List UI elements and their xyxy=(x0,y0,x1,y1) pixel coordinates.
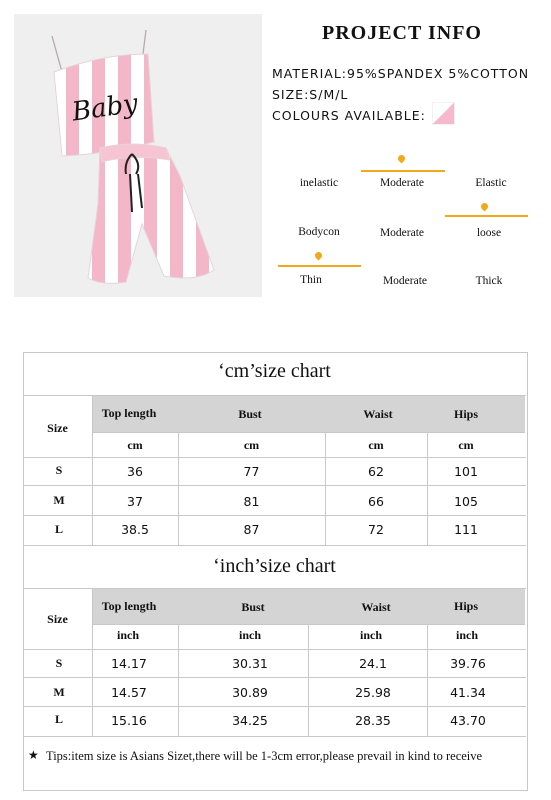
size-label: M xyxy=(53,493,65,507)
colours-label: COLOURS AVAILABLE: xyxy=(272,108,426,123)
inch-col-hips: Hips xyxy=(453,599,478,613)
scale-left-label: Bodycon xyxy=(298,226,340,238)
cm-size-header: Size xyxy=(47,421,68,435)
table-cell: 30.89 xyxy=(232,685,268,700)
scale-middle-label: Moderate xyxy=(382,275,428,287)
table-cell: 39.76 xyxy=(450,656,486,671)
material-text: MATERIAL:95%SPANDEX 5%COTTON xyxy=(272,66,530,81)
selected-marker-icon xyxy=(481,203,488,210)
cm-unit: cm xyxy=(368,438,384,452)
tip-text: Tips:item size is Asians Sizet,there will be 1-3cm error,please prevail in kind to receive xyxy=(46,749,483,763)
scale-right-label: loose xyxy=(476,227,502,239)
table-cell: 41.34 xyxy=(450,685,486,700)
table-cell: 24.1 xyxy=(359,656,387,671)
table-cell: 37 xyxy=(127,494,143,509)
table-cell: 28.35 xyxy=(355,713,391,728)
product-image xyxy=(14,14,262,297)
table-cell: 105 xyxy=(454,494,478,509)
scale-left-label: Thin xyxy=(300,274,322,286)
scale-middle-label: Moderate xyxy=(379,227,425,239)
size-text: SIZE:S/M/L xyxy=(272,87,349,102)
table-cell: 43.70 xyxy=(450,713,486,728)
colour-swatch-pink-white xyxy=(432,102,455,125)
table-cell: 14.17 xyxy=(111,656,147,671)
size-label: L xyxy=(54,522,63,536)
table-cell: 15.16 xyxy=(111,713,147,728)
table-cell: 62 xyxy=(368,464,384,479)
table-cell: 38.5 xyxy=(121,522,149,537)
inch-unit: inch xyxy=(455,628,478,642)
cm-col-bust: Bust xyxy=(238,407,262,421)
size-label: S xyxy=(55,463,63,477)
cm-col-top-length: Top length xyxy=(101,406,157,420)
cm-unit: cm xyxy=(458,438,474,452)
size-label: S xyxy=(55,656,63,670)
selected-indicator xyxy=(361,170,445,172)
table-cell: 36 xyxy=(127,464,143,479)
inch-chart-title: ‘inch’size chart xyxy=(213,555,336,577)
baby-print: Baby xyxy=(70,88,140,128)
table-cell: 101 xyxy=(454,464,478,479)
table-cell: 77 xyxy=(243,464,260,479)
size-label: M xyxy=(53,685,65,699)
table-cell: 111 xyxy=(454,522,478,537)
pajama-set-illustration xyxy=(14,14,262,297)
cm-col-waist: Waist xyxy=(363,407,393,421)
inch-unit: inch xyxy=(359,628,382,642)
inch-size-header: Size xyxy=(47,612,68,626)
inch-col-bust: Bust xyxy=(241,600,265,614)
cm-col-hips: Hips xyxy=(453,407,478,421)
cm-chart-title: ‘cm’size chart xyxy=(218,360,331,382)
selected-indicator xyxy=(445,215,528,217)
table-cell: 81 xyxy=(243,494,260,509)
inch-col-waist: Waist xyxy=(361,600,391,614)
table-cell: 72 xyxy=(368,522,384,537)
table-cell: 87 xyxy=(243,522,260,537)
table-cell: 25.98 xyxy=(355,685,391,700)
project-info-title: PROJECT INFO xyxy=(322,22,482,44)
cm-unit: cm xyxy=(127,438,143,452)
scale-right-label: Elastic xyxy=(475,177,507,189)
star-icon: ★ xyxy=(28,748,39,762)
selected-marker-icon xyxy=(315,252,322,259)
cm-unit: cm xyxy=(243,438,260,452)
scale-left-label: inelastic xyxy=(299,177,339,189)
size-label: L xyxy=(54,712,63,726)
inch-col-top-length: Top length xyxy=(101,599,157,613)
selected-indicator xyxy=(278,265,361,267)
selected-marker-icon xyxy=(398,155,405,162)
table-cell: 14.57 xyxy=(111,685,147,700)
scale-right-label: Thick xyxy=(475,275,503,287)
inch-unit: inch xyxy=(238,628,261,642)
scale-middle-label: Moderate xyxy=(379,177,425,189)
table-cell: 66 xyxy=(368,494,384,509)
table-cell: 34.25 xyxy=(232,713,268,728)
table-cell: 30.31 xyxy=(232,656,268,671)
inch-unit: inch xyxy=(116,628,139,642)
